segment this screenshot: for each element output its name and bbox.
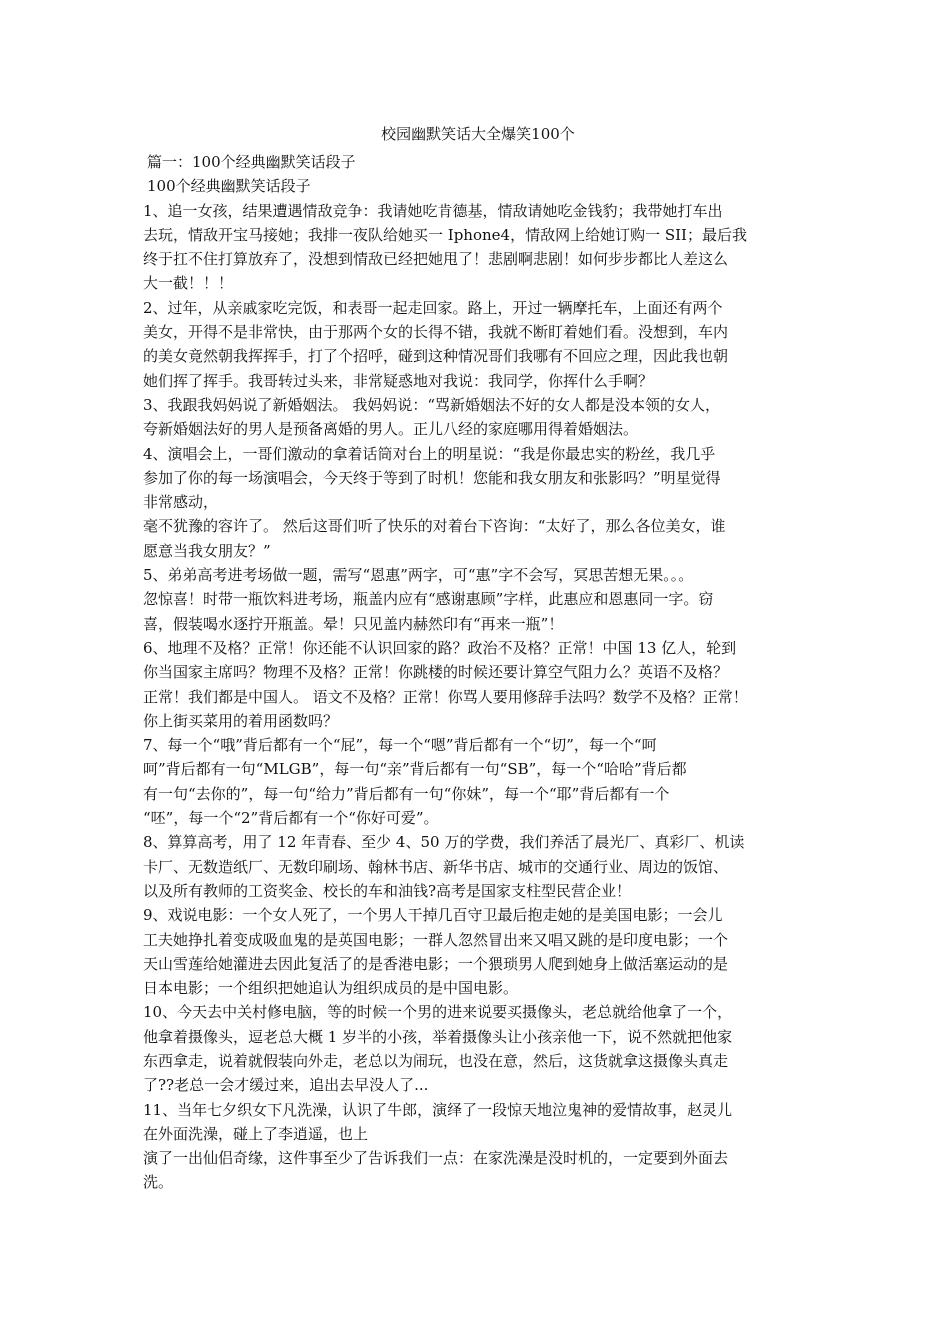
section-heading: 篇一：100个经典幽默笑话段子 [147,153,356,171]
text-line: 天山雪莲给她灌进去因此复活了的是香港电影；一个猥琐男人爬到她身上做活塞运动的是 [143,954,729,973]
text-line: 在外面洗澡，碰上了李逍遥，也上 [143,1124,369,1143]
text-line: 有一句“去你的”，每一句“给力”背后都有一句“你妹”，每一个“耶”背后都有一个 [143,784,670,803]
text-line: 你当国家主席吗？物理不及格？正常！你跳楼的时候还要计算空气阻力么？英语不及格？ [143,663,729,682]
text-line: 终于扛不住打算放弃了，没想到情敌已经把她甩了！悲剧啊悲剧！如何步步都比人差这么 [143,250,729,269]
text-line: 非常感动， [143,493,219,512]
text-line: 忽惊喜！时带一瓶饮料进考场，瓶盖内应有“感谢惠顾”字样，此惠应和恩惠同一字。窃 [143,590,714,609]
text-line: 6、地理不及格？正常！你还能不认识回家的路？政治不及格？正常！中国 13 亿人，轮到 [143,638,737,657]
text-line: 演了一出仙侣奇缘，这件事至少了告诉我们一点：在家洗澡是没时机的，一定要到外面去 [143,1149,729,1168]
text-line: 她们挥了挥手。我哥转过头来，非常疑惑地对我说：我同学，你挥什么手啊？ [143,371,654,390]
text-line: 正常！我们都是中国人。 语文不及格？正常！你骂人要用修辞手法吗？数学不及格？正常！ [143,687,748,706]
document-page [143,122,813,1195]
text-line: 5、弟弟高考进考场做一题，需写“恩惠”两字，可“惠”字不会写，冥思苦想无果。。。 [143,566,694,585]
text-line: 洗。 [143,1173,174,1192]
text-line: 以及所有教师的工资奖金、校长的车和油钱?高考是国家支柱型民营企业！ [143,881,632,900]
text-line: 11、当年七夕织女下凡洗澡，认识了牛郎，演绎了一段惊天地泣鬼神的爱情故事，赵灵儿 [143,1100,733,1119]
text-line: “呸”，每一个“2”背后都有一个“你好可爱”。 [143,809,439,828]
text-line: 3、我跟我妈妈说了新婚姻法。 我妈妈说：“骂新婚姻法不好的女人都是没本领的女人， [143,395,720,414]
text-line: 参加了你的每一场演唱会，今天终于等到了时机！您能和我女朋友和张影吗？”明星觉得 [143,468,721,487]
text-line: 他拿着摄像头，逗老总大概 1 岁半的小孩，举着摄像头让小孩亲他一下，说不然就把他家 [143,1027,733,1046]
text-line: 美女，开得不是非常快，由于那两个女的长得不错，我就不断盯着她们看。没想到，车内 [143,323,729,342]
text-line: 工夫她挣扎着变成吸血鬼的是英国电影；一群人忽然冒出来又唱又跳的是印度电影；一个 [143,930,729,949]
text-line: 去玩，情敌开宝马接她；我排一夜队给她买一 Iphone4，情敌网上给她订购一 SII；最后我 [143,225,747,244]
document-title: 校园幽默笑话大全爆笑100个 [381,125,575,143]
text-line: 大一截！！！ [143,274,234,293]
text-line: 8、算算高考，用了 12 年青春、至少 4、50 万的学费，我们养活了晨光厂、真彩厂、机读 [143,833,745,852]
text-line: 7、每一个“哦”背后都有一个“屁”，每一个“嗯”背后都有一个“切”，每一个“呵 [143,736,657,755]
text-line: 10、今天去中关村修电脑，等的时候一个男的进来说要买摄像头，老总就给他拿了一个， [143,1003,733,1022]
text-line: 4、演唱会上，一哥们激动的拿着话筒对台上的明星说：“我是你最忠实的粉丝，我几乎 [143,444,716,463]
text-line: 呵”背后都有一句“MLGB”，每一句“亲”背后都有一句“SB”，每一个“哈哈”背后都 [143,760,687,779]
text-line: 2、过年，从亲戚家吃完饭，和表哥一起走回家。路上，开过一辆摩托车，上面还有两个 [143,298,723,317]
text-line: 日本电影；一个组织把她追认为组织成员的是中国电影。 [143,979,519,998]
text-line: 卡厂、无数造纸厂、无数印刷场、翰林书店、新华书店、城市的交通行业、周边的饭馆、 [143,857,729,876]
text-line: 了??老总一会才缓过来，追出去早没人了... [143,1076,429,1095]
text-line: 夸新婚姻法好的男人是预备离婚的男人。正儿八经的家庭哪用得着婚姻法。 [143,420,639,439]
text-line: 愿意当我女朋友？” [143,541,271,560]
text-line: 你上街买菜用的着用函数吗？ [143,711,339,730]
text-line: 东西拿走，说着就假装向外走，老总以为闹玩，也没在意，然后，这货就拿这摄像头真走 [143,1051,729,1070]
text-line: 9、戏说电影：一个女人死了，一个男人干掉几百守卫最后抱走她的是美国电影；一会儿 [143,906,723,925]
text-line: 喜，假装喝水逐拧开瓶盖。晕！只见盖内赫然印有“再来一瓶”！ [143,614,564,633]
text-line: 的美女竟然朝我挥挥手，打了个招呼，碰到这种情况哥们我哪有不回应之理，因此我也朝 [143,347,729,366]
document-body [143,199,813,1195]
text-line: 1、追一女孩，结果遭遇情敌竞争：我请她吃肯德基，情敌请她吃金钱豹；我带她打车出 [143,201,723,220]
subheading: 100个经典幽默笑话段子 [147,177,311,196]
text-line: 毫不犹豫的容许了。 然后这哥们听了快乐的对着台下咨询：“太好了，那么各位美女，谁 [143,517,726,536]
